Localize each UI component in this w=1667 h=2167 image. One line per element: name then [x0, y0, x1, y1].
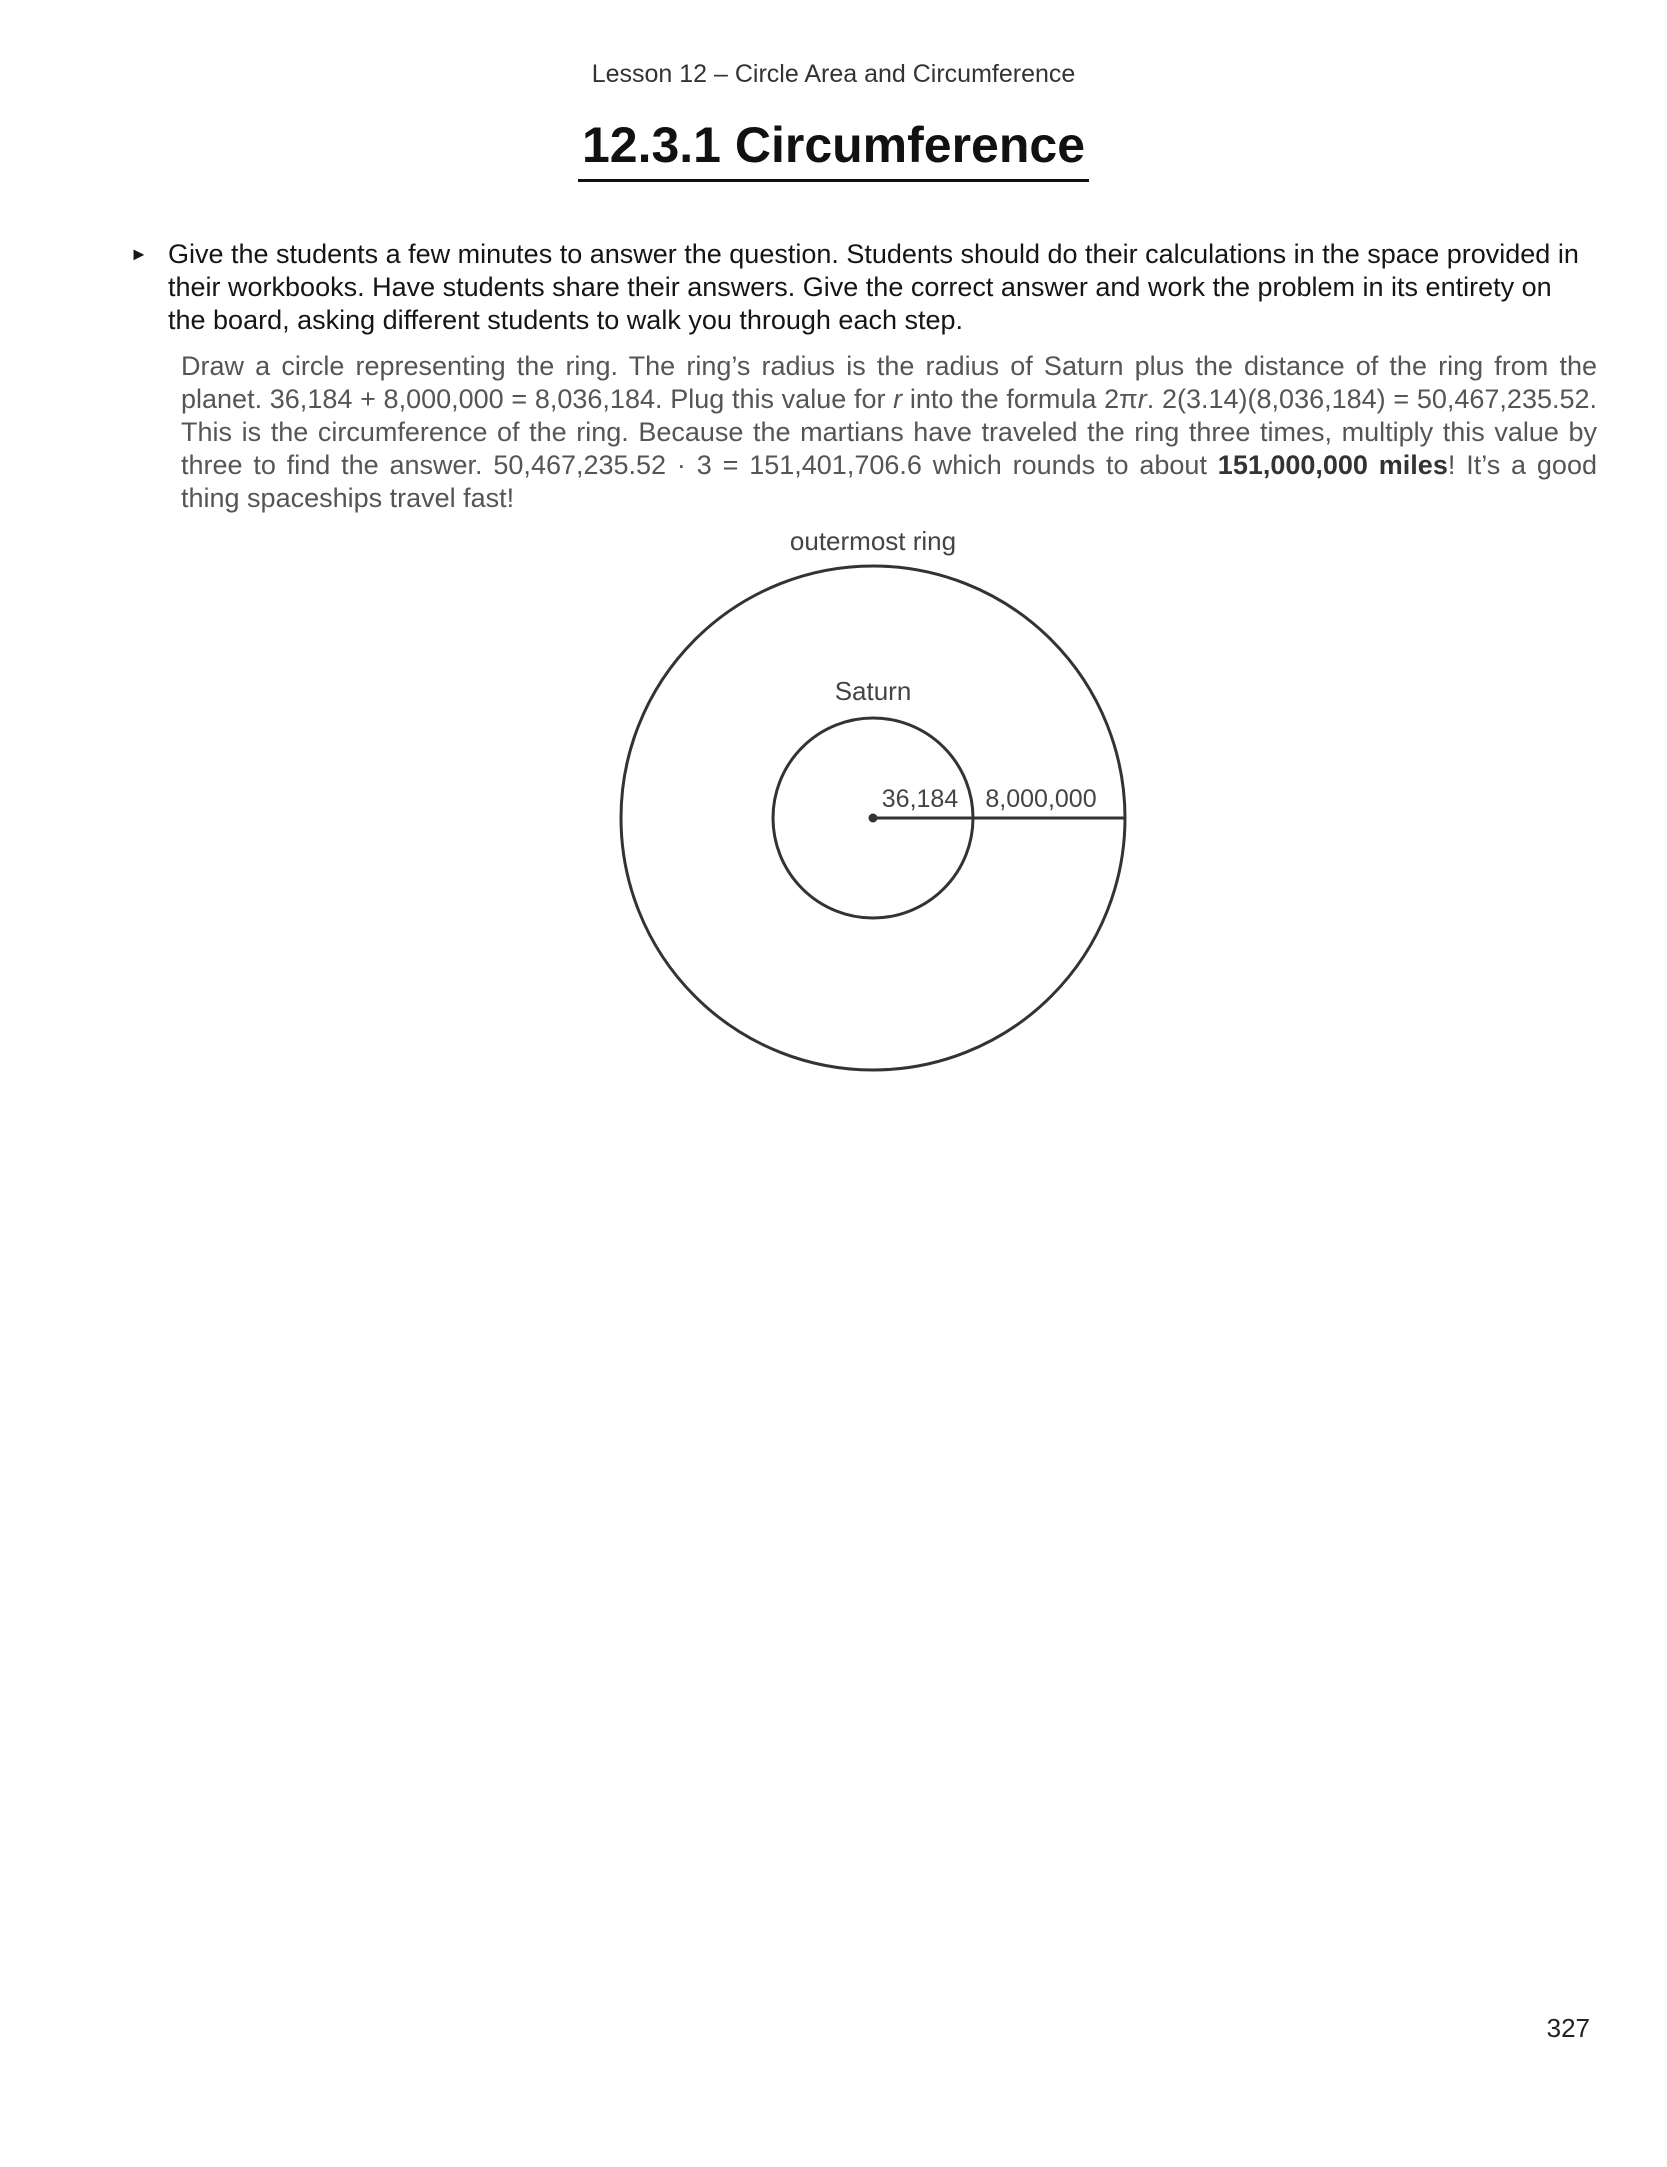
saturn-label: Saturn: [834, 676, 912, 706]
section-title-wrapper: [0, 118, 1667, 182]
answer-variable-r-formula: r: [1137, 384, 1147, 414]
answer-variable-r: r: [893, 384, 903, 414]
answer-final-value: 151,000,000 miles: [1217, 450, 1448, 480]
lesson-header: Lesson 12 – Circle Area and Circumference: [591, 60, 1076, 88]
instruction-text: Give the students a few minutes to answer the question. Students should do their calculations in the space provided in their workbooks. Have students share their answers. Give the correct answer and work the problem in its entirety on the board, asking different students to walk you through each step.: [168, 239, 1579, 335]
page-number: 327: [1546, 2013, 1590, 2043]
instruction-bullet: [130, 238, 1590, 337]
answer-text-1: Draw a circle representing the ring. The ring’s radius is the radius of Saturn plus the distance of the ring from the planet. 36,184 + 8,000,000 = 8,036,184. Plug this value for: [181, 351, 1597, 414]
saturn-radius-label: 36,184: [881, 785, 959, 813]
section-title: 12.3.1 Circumference: [578, 118, 1089, 182]
bullet-arrow-icon: ►: [130, 244, 148, 264]
outermost-ring-label: outermost ring: [789, 526, 957, 556]
answer-text-3: . 2(3.14)(8,036,184) = 50,467,235.52. This is the circumference of the ring. Because the martians have traveled the ring three times, multiply this value by three to find the answer. 50,467,235.52 · 3 = 151,401,706.6 which rounds to about: [181, 384, 1598, 480]
answer-text-4: ! It’s a good thing spaceships travel fast!: [181, 450, 1597, 513]
center-point: [869, 814, 878, 823]
answer-paragraph: [181, 350, 1597, 515]
ring-distance-label: 8,000,000: [985, 785, 1097, 813]
saturn-ring-diagram: [600, 520, 1097, 1090]
answer-text-2: into the formula 2π: [902, 384, 1138, 414]
